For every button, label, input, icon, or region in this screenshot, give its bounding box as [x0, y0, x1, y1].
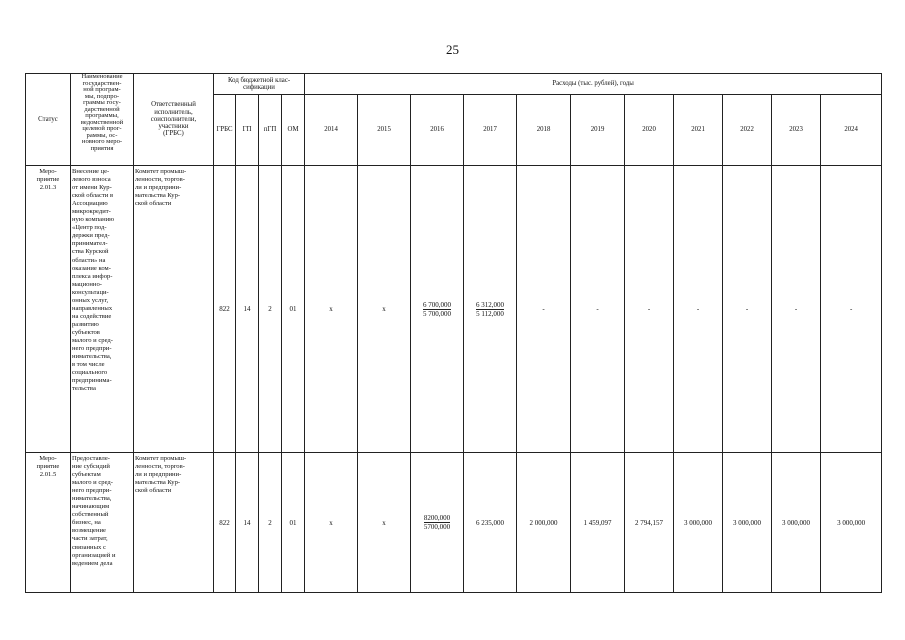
- row-program-name: [71, 166, 134, 453]
- text-line: онных услуг,: [72, 296, 109, 304]
- header-year-2016: 2016: [411, 95, 464, 166]
- text-line: мы, подпро-: [84, 92, 120, 100]
- text-line: него предпри-: [72, 345, 112, 353]
- header-year-2020: 2020: [625, 95, 674, 166]
- row-executor: [134, 166, 214, 453]
- text-line: держки пред-: [72, 232, 110, 240]
- header-year-2021: 2021: [674, 95, 723, 166]
- text-line: приятие: [36, 176, 60, 184]
- row-value-2014: х: [305, 453, 358, 593]
- text-line: предпринима-: [72, 377, 112, 385]
- text-line: ской области: [135, 200, 172, 208]
- row-code-грбс: 822: [214, 166, 236, 453]
- text-line: Наименование: [81, 73, 123, 80]
- budget-table: [25, 73, 882, 593]
- row-program-name: [71, 453, 134, 593]
- text-line: ленности, торгов-: [135, 463, 185, 471]
- row-executor: [134, 453, 214, 593]
- text-line: государствен-: [82, 79, 122, 87]
- header-code-гп: ГП: [236, 95, 259, 166]
- header-code-пгп: пГП: [259, 95, 282, 166]
- text-line: Меро-: [39, 455, 57, 462]
- text-line: консультаци-: [72, 288, 109, 296]
- text-line: «Центр под-: [72, 224, 107, 232]
- text-line: ведением дела: [72, 559, 113, 567]
- text-line: направленных: [72, 304, 113, 312]
- text-line: ленности, торгов-: [135, 176, 185, 184]
- row-value-2016: [411, 453, 464, 593]
- text-line: Комитет промыш-: [135, 455, 187, 462]
- text-line: Меро-: [39, 168, 57, 175]
- value-bottom: 5 112,000: [476, 309, 504, 318]
- row-value-2022: 3 000,000: [723, 453, 772, 593]
- text-line: ную компанию: [72, 216, 115, 224]
- text-line: оказание ком-: [72, 264, 111, 272]
- row-code-грбс: 822: [214, 453, 236, 593]
- text-line: принимател-: [72, 240, 108, 248]
- header-budget-code-group: [214, 74, 305, 95]
- text-line: малого и сред-: [72, 479, 113, 487]
- text-line: сификации: [243, 84, 275, 91]
- text-line: приятие: [36, 463, 60, 471]
- text-line: (ГРБС): [163, 130, 184, 138]
- row-value-2024: 3 000,000: [821, 453, 882, 593]
- text-line: ской области в: [72, 192, 114, 200]
- text-line: начинающим: [72, 503, 110, 511]
- row-value-2023: -: [772, 166, 821, 453]
- header-year-2022: 2022: [723, 95, 772, 166]
- header-year-2019: 2019: [571, 95, 625, 166]
- text-line: бизнес, на: [72, 519, 101, 527]
- text-line: участники: [158, 123, 189, 131]
- row-value-2018: 2 000,000: [517, 453, 571, 593]
- text-line: на содействие: [72, 312, 112, 320]
- table-header: [26, 74, 882, 166]
- text-line: связанных с: [72, 543, 106, 551]
- text-line: исполнитель,: [154, 108, 193, 116]
- text-line: граммы госу-: [83, 99, 121, 107]
- page-number: 25: [446, 42, 459, 57]
- row-value-2019: 1 459,097: [571, 453, 625, 593]
- row-value-2022: -: [723, 166, 772, 453]
- text-line: области» на: [72, 256, 106, 264]
- text-line: ли и предприни-: [135, 471, 182, 479]
- row-value-2024: -: [821, 166, 882, 453]
- text-line: программы,: [85, 112, 119, 120]
- text-line: микрокредит-: [72, 208, 111, 216]
- row-code-гп: 14: [236, 166, 259, 453]
- table-row: [26, 453, 882, 593]
- text-line: организацией и: [72, 551, 116, 559]
- text-line: 2.01.3: [39, 184, 57, 192]
- text-line: дарственной: [84, 105, 120, 113]
- text-line: возмещение: [72, 527, 106, 535]
- text-line: Предоставле-: [72, 455, 110, 462]
- text-line: в том числе: [72, 361, 105, 369]
- text-line: ской области: [135, 487, 172, 495]
- text-line: 2.01.5: [39, 471, 57, 479]
- text-line: субъектов: [72, 328, 100, 336]
- value-pair: [423, 301, 451, 318]
- value-top: 8200,000: [423, 514, 451, 522]
- row-status: [26, 453, 71, 593]
- text-line: развитию: [72, 320, 99, 328]
- row-value-2015: х: [358, 453, 411, 593]
- row-value-2018: -: [517, 166, 571, 453]
- text-line: ние субсидий: [72, 463, 110, 471]
- header-year-2017: 2017: [464, 95, 517, 166]
- text-line: ства Курской: [72, 248, 109, 256]
- row-code-пгп: 2: [259, 166, 282, 453]
- header-executor: [134, 74, 214, 166]
- row-value-2021: 3 000,000: [674, 453, 723, 593]
- text-line: мательства Кур-: [135, 192, 181, 200]
- text-line: собственный: [72, 511, 109, 519]
- row-value-2020: 2 794,157: [625, 453, 674, 593]
- text-line: мательства Кур-: [135, 479, 181, 487]
- text-line: соисполнители,: [150, 115, 197, 123]
- row-status: [26, 166, 71, 453]
- text-line: раммы, ос-: [86, 131, 118, 139]
- text-line: него предпри-: [72, 487, 112, 495]
- text-line: ной програм-: [83, 86, 121, 94]
- header-year-2014: 2014: [305, 95, 358, 166]
- text-line: субъектам: [72, 471, 101, 479]
- text-line: ли и предприни-: [135, 184, 182, 192]
- row-code-ом: 01: [282, 166, 305, 453]
- value-top: 6 312,000: [476, 300, 505, 309]
- header-code-ом: ОМ: [282, 95, 305, 166]
- row-value-2020: -: [625, 166, 674, 453]
- row-value-2023: 3 000,000: [772, 453, 821, 593]
- header-year-2024: 2024: [821, 95, 882, 166]
- header-status: Статус: [26, 74, 71, 166]
- table-row: [26, 166, 882, 453]
- row-code-ом: 01: [282, 453, 305, 593]
- table-body: [26, 166, 882, 593]
- header-program-name: [71, 74, 134, 166]
- row-value-2017: 6 235,000: [464, 453, 517, 593]
- row-value-2017: [464, 166, 517, 453]
- text-line: левого взноса: [72, 176, 111, 184]
- text-line: малого и сред-: [72, 336, 113, 344]
- value-bottom: 5700,000: [423, 523, 451, 531]
- text-line: Код бюджетной клас-: [227, 76, 291, 84]
- header-year-2023: 2023: [772, 95, 821, 166]
- row-value-2015: х: [358, 166, 411, 453]
- row-value-2014: х: [305, 166, 358, 453]
- header-code-грбс: ГРБС: [214, 95, 236, 166]
- text-line: нимательства,: [72, 495, 112, 503]
- text-line: части затрат,: [72, 535, 108, 543]
- text-line: целевой прог-: [82, 125, 122, 133]
- row-value-2021: -: [674, 166, 723, 453]
- value-bottom: 5 700,000: [423, 309, 452, 318]
- row-code-гп: 14: [236, 453, 259, 593]
- header-year-2015: 2015: [358, 95, 411, 166]
- text-line: Ответственный: [151, 101, 196, 109]
- text-line: Внесение це-: [72, 168, 110, 175]
- header-expenses-group: Расходы (тыс. рублей), годы: [305, 74, 882, 95]
- row-value-2016: [411, 166, 464, 453]
- value-pair: [424, 514, 450, 531]
- text-line: нимательства,: [72, 353, 112, 361]
- value-top: 6 700,000: [423, 300, 452, 309]
- value-pair: [476, 301, 504, 318]
- text-line: новного меро-: [81, 138, 123, 146]
- text-line: Комитет промыш-: [135, 168, 187, 175]
- text-line: от имени Кур-: [72, 184, 112, 192]
- text-line: тельства: [72, 385, 96, 393]
- text-line: мационно-: [72, 280, 102, 288]
- text-line: социального: [72, 369, 108, 377]
- header-year-2018: 2018: [517, 95, 571, 166]
- row-value-2019: -: [571, 166, 625, 453]
- text-line: приятия: [90, 145, 114, 153]
- text-line: Ассоциацию: [72, 200, 108, 208]
- row-code-пгп: 2: [259, 453, 282, 593]
- text-line: ведомственной: [80, 118, 124, 126]
- text-line: плекса инфор-: [72, 272, 113, 280]
